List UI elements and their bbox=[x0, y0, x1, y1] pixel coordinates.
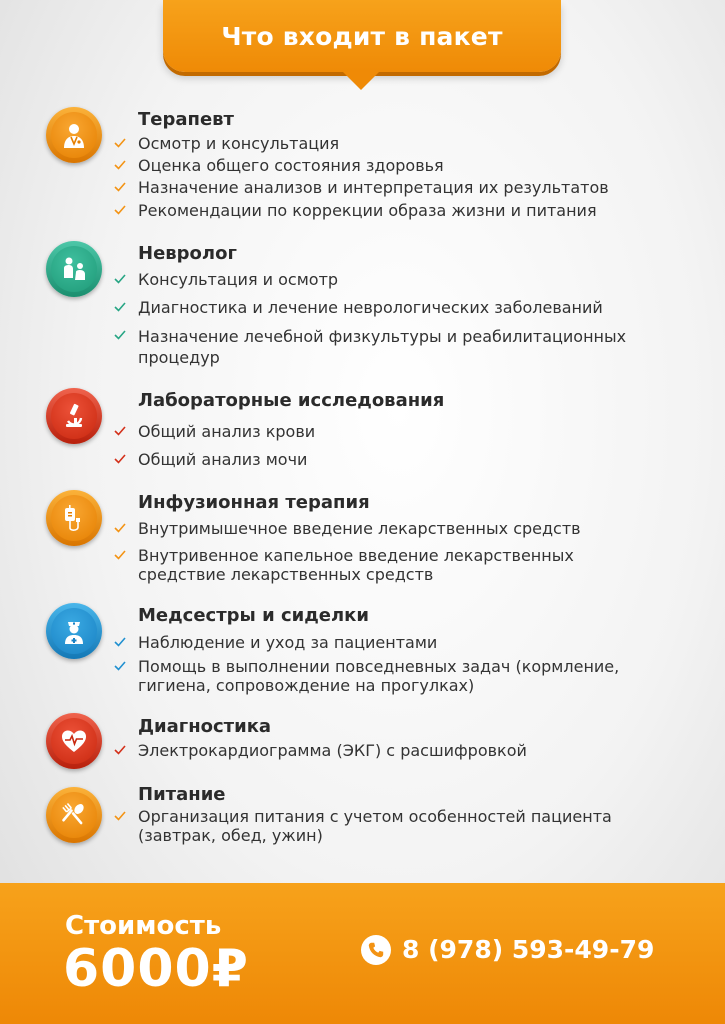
section-title: Питание bbox=[138, 784, 226, 805]
price-value: 6000₽ bbox=[63, 939, 249, 999]
section-title: Терапевт bbox=[138, 109, 234, 130]
check-icon bbox=[114, 550, 126, 560]
check-icon bbox=[114, 426, 126, 436]
list-item: Организация питания с учетом особенностей пациента (завтрак, обед, ужин) bbox=[138, 807, 612, 845]
check-icon bbox=[114, 274, 126, 284]
list-item: Внутривенное капельное введение лекарственных средствие лекарственных средств bbox=[138, 546, 574, 584]
list-item: Назначение лечебной физкультуры и реабилитационных процедур bbox=[138, 327, 627, 367]
list-item: Оценка общего состояния здоровья bbox=[138, 156, 444, 175]
list-item: Общий анализ мочи bbox=[138, 450, 308, 469]
nurse-icon bbox=[46, 603, 102, 659]
check-icon bbox=[114, 160, 126, 170]
check-icon bbox=[114, 182, 126, 192]
list-item: Внутримышечное введение лекарственных средств bbox=[138, 519, 581, 538]
list-item: Электрокардиограмма (ЭКГ) с расшифровкой bbox=[138, 741, 527, 760]
check-icon bbox=[114, 138, 126, 148]
phone-icon bbox=[361, 935, 391, 965]
doctor-icon bbox=[46, 107, 102, 163]
section-title: Инфузионная терапия bbox=[138, 492, 370, 513]
header-banner bbox=[163, 0, 561, 72]
list-item: Помощь в выполнении повседневных задач (кормление, гигиена, сопровождение на прогулках) bbox=[138, 657, 620, 695]
list-item: Назначение анализов и интерпретация их результатов bbox=[138, 178, 609, 197]
check-icon bbox=[114, 205, 126, 215]
check-icon bbox=[114, 454, 126, 464]
heart-pulse-icon bbox=[46, 713, 102, 769]
check-icon bbox=[114, 811, 126, 821]
check-icon bbox=[114, 637, 126, 647]
check-icon bbox=[114, 745, 126, 755]
check-icon bbox=[114, 661, 126, 671]
check-icon bbox=[114, 302, 126, 312]
page-title: Что входит в пакет bbox=[221, 21, 503, 51]
list-item: Рекомендации по коррекции образа жизни и питания bbox=[138, 201, 597, 220]
phone-number-link[interactable]: 8 (978) 593-49-79 bbox=[402, 935, 655, 964]
neurologist-icon bbox=[46, 241, 102, 297]
iv-drip-icon bbox=[46, 490, 102, 546]
section-title: Медсестры и сиделки bbox=[138, 605, 369, 626]
microscope-icon bbox=[46, 388, 102, 444]
check-icon bbox=[114, 523, 126, 533]
check-icon bbox=[114, 330, 126, 340]
section-title: Диагностика bbox=[138, 716, 272, 737]
list-item: Общий анализ крови bbox=[138, 422, 316, 441]
price-label: Стоимость bbox=[65, 911, 222, 941]
list-item: Консультация и осмотр bbox=[138, 270, 339, 289]
list-item: Наблюдение и уход за пациентами bbox=[138, 633, 438, 652]
list-item: Диагностика и лечение неврологических заболеваний bbox=[138, 298, 603, 317]
list-item: Осмотр и консультация bbox=[138, 134, 340, 153]
section-title: Невролог bbox=[138, 243, 237, 264]
fork-spoon-icon bbox=[46, 787, 102, 843]
section-title: Лабораторные исследования bbox=[138, 390, 445, 411]
